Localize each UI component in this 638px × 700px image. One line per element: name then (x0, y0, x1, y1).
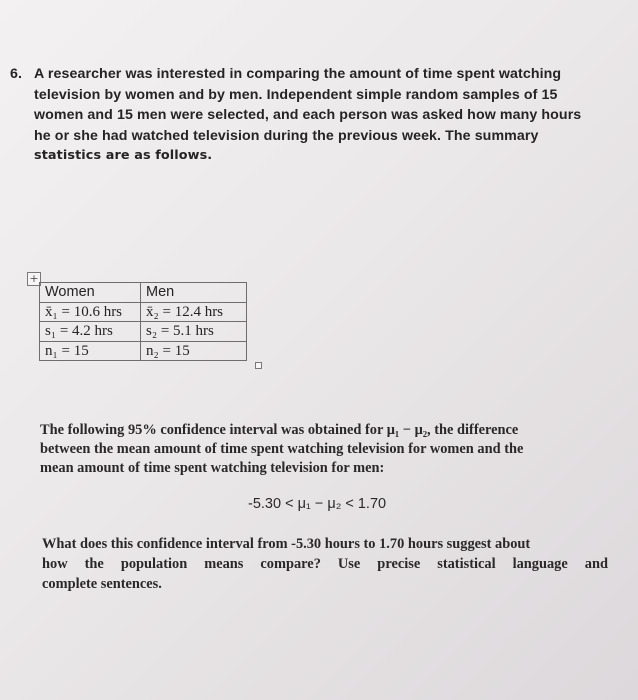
summary-statistics-table (39, 282, 247, 361)
table-row (40, 322, 247, 342)
prompt-line-1: What does this confidence interval from -5.30 hours to 1.70 hours suggest about (42, 536, 531, 552)
prompt-line-3: complete sentences. (42, 576, 162, 592)
men-sd: s₂ = 5.1 hrs (141, 322, 247, 342)
table-resize-handle-icon[interactable] (255, 362, 262, 369)
question-text-1: A researcher was interested in comparing the amount of time spent watching (34, 66, 562, 82)
header-women: Women (40, 283, 141, 303)
question-line-4: he or she had watched television during the previous week. The summary (34, 127, 539, 144)
paragraph-line-2: between the mean amount of time spent watching television for women and the (40, 441, 524, 457)
question-line-2: television by women and by men. Independent simple random samples of 15 (34, 86, 558, 103)
header-men: Men (141, 283, 247, 303)
question-line-5: statistics are as follows. (34, 148, 213, 163)
prompt-line-2: how the population means compare? Use precise statistical language and (42, 556, 608, 572)
confidence-interval-paragraph (40, 421, 620, 478)
men-mean: x̄₂ = 12.4 hrs (141, 302, 247, 322)
question-line-1 (10, 64, 625, 85)
question-6 (10, 64, 625, 167)
question-number: 6. (10, 66, 23, 82)
paragraph-line-1: The following 95% confidence interval was obtained for μ₁ − μ₂, the difference (40, 422, 519, 438)
women-sd: s₁ = 4.2 hrs (40, 322, 141, 342)
question-line-3: women and 15 men were selected, and each person was asked how many hours (34, 107, 582, 123)
table-row (40, 341, 247, 361)
paragraph-line-3: mean amount of time spent watching television for men: (40, 460, 385, 476)
table-header-row (40, 283, 247, 303)
table-move-handle-icon[interactable]: + (27, 272, 41, 286)
confidence-interval-expression: -5.30 < μ₁ − μ₂ < 1.70 (248, 496, 387, 512)
women-mean: x̄₁ = 10.6 hrs (40, 302, 141, 322)
table-row (40, 302, 247, 322)
question-prompt (42, 534, 622, 594)
men-n: n₂ = 15 (141, 341, 247, 361)
women-n: n₁ = 15 (40, 341, 141, 361)
